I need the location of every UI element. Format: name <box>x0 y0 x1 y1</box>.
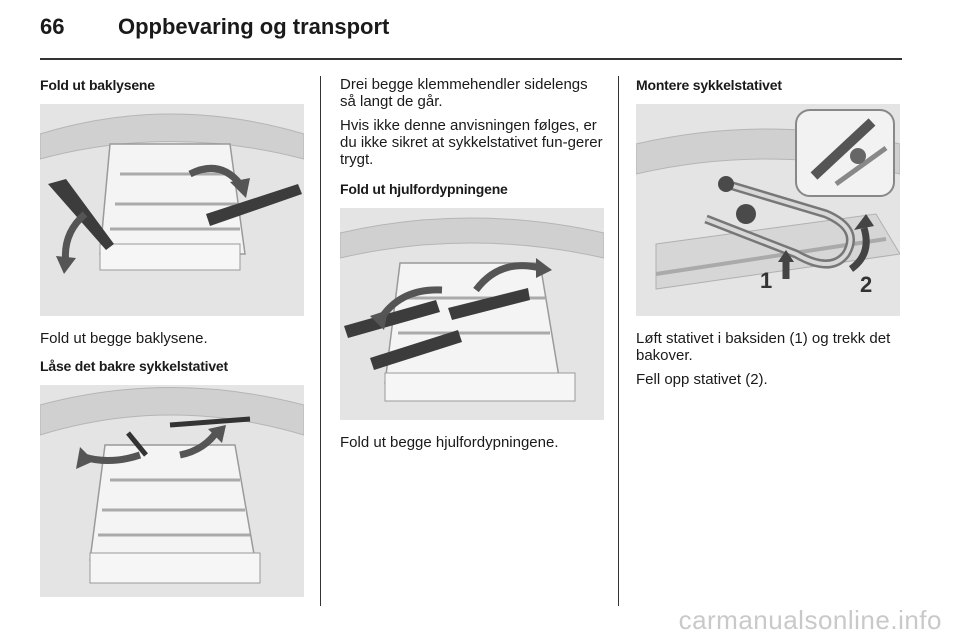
wheel-recesses-illustration <box>340 208 604 420</box>
page-number: 66 <box>40 14 65 39</box>
caption-fold-out-wheel-recesses: Fold ut begge hjulfordypningene. <box>340 434 559 451</box>
warning-paragraph: Hvis ikke denne anvisningen følges, er du ikke sikret at sykkelstativet fun-gerer trygt. <box>340 117 603 168</box>
callout-label-2: 2 <box>860 272 873 297</box>
heading-fold-out-wheel-recesses: Fold ut hjulfordypningene <box>340 181 508 197</box>
column-3 <box>636 76 900 395</box>
heading-lock-rack: Låse det bakre sykkelstativet <box>40 358 228 374</box>
callout-label-1: 1 <box>760 268 773 293</box>
instruction-lift-rack: Løft stativet i baksiden (1) og trekk det bakover. <box>636 330 891 364</box>
page-header <box>40 14 389 50</box>
watermark: carmanualsonline.info <box>678 605 942 635</box>
caption-fold-out-taillights: Fold ut begge baklysene. <box>40 330 208 347</box>
heading-fold-out-taillights: Fold ut baklysene <box>40 77 155 93</box>
instruction-fold-up-rack: Fell opp stativet (2). <box>636 371 768 388</box>
page-title: Oppbevaring og transport <box>118 14 390 39</box>
lock-rack-illustration <box>40 385 304 597</box>
column-divider-1 <box>320 76 321 606</box>
heading-mount-rack: Montere sykkelstativet <box>636 77 782 93</box>
column-1 <box>40 76 304 597</box>
taillights-illustration <box>40 104 304 316</box>
mount-rack-illustration <box>636 104 900 316</box>
column-2 <box>340 76 604 458</box>
instruction-turn-levers: Drei begge klemmehendler sidelengs så langt de går. <box>340 76 588 110</box>
header-divider <box>40 58 902 60</box>
column-divider-2 <box>618 76 619 606</box>
